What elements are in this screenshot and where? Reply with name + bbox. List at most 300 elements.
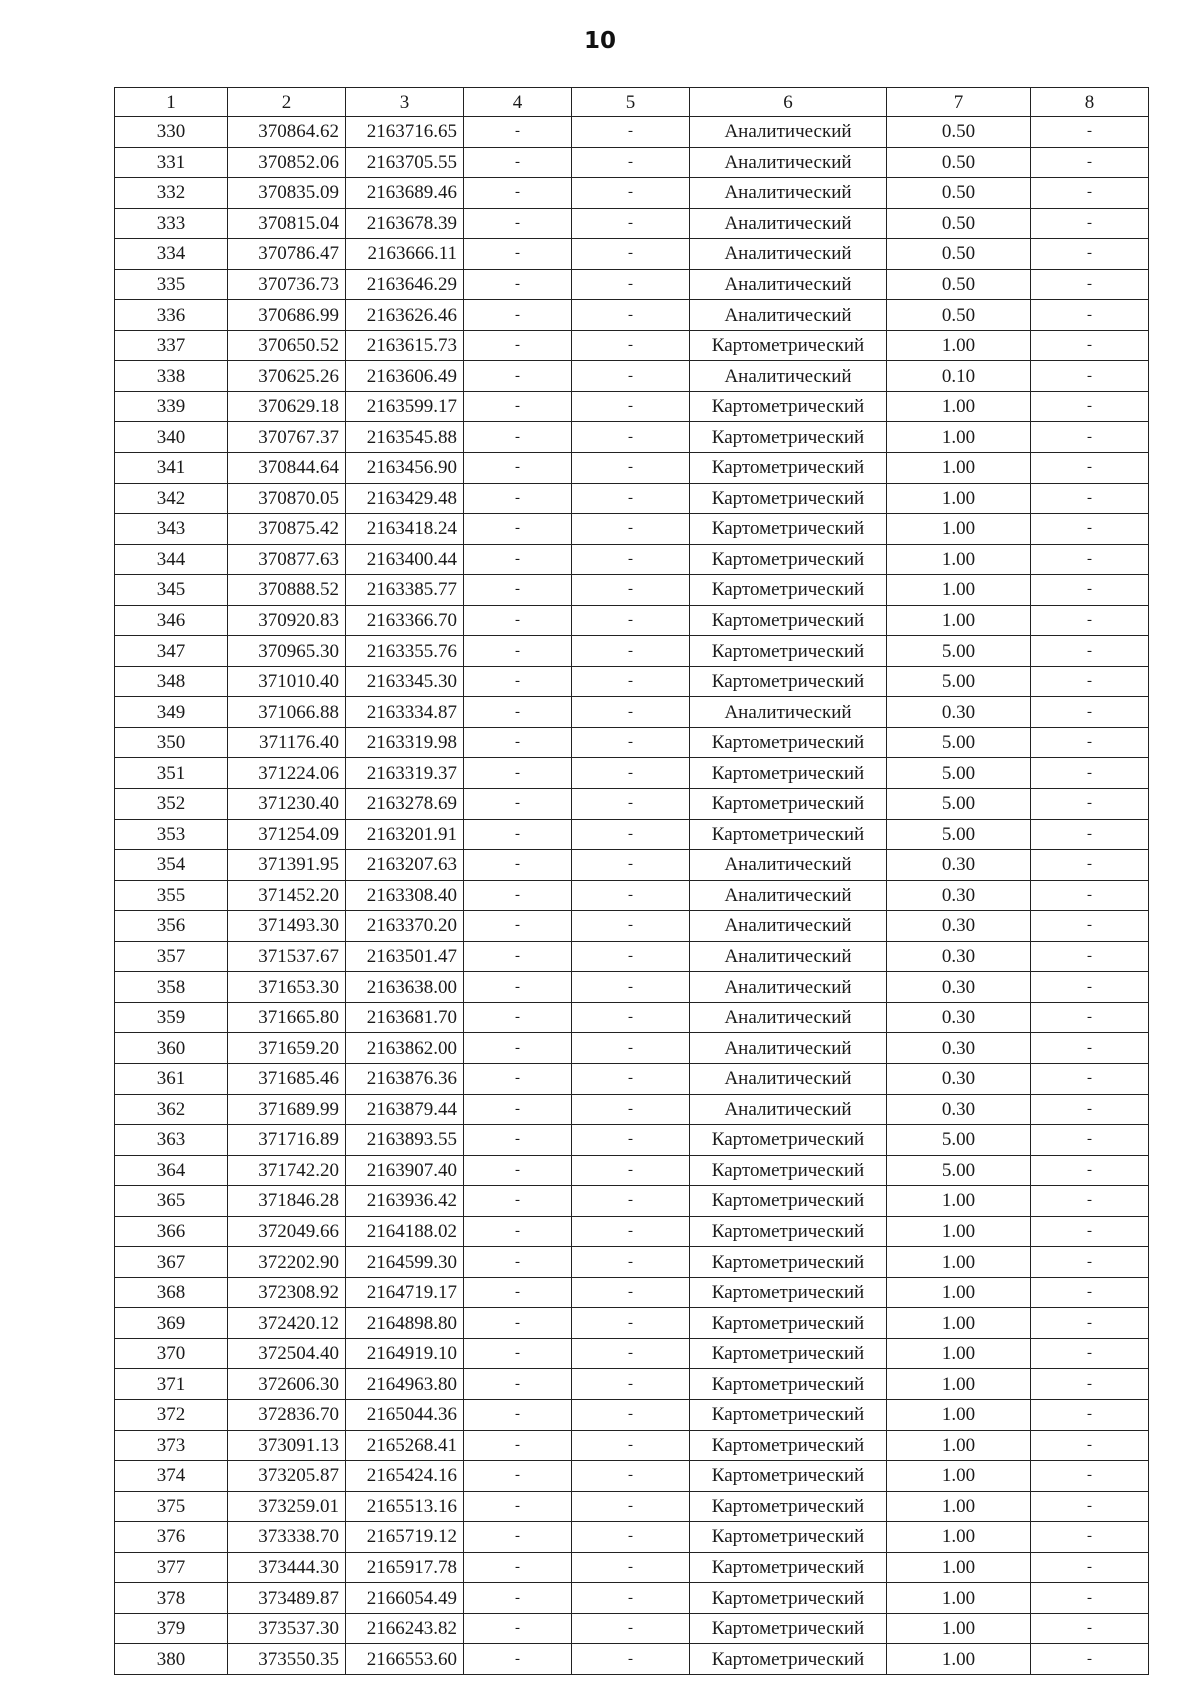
table-row xyxy=(115,544,1149,575)
cell-coord-x: 372504.40 xyxy=(228,1338,346,1369)
cell-col-5: - xyxy=(572,1644,690,1675)
table-row xyxy=(115,972,1149,1003)
cell-accuracy: 5.00 xyxy=(887,727,1031,758)
table-row xyxy=(115,1369,1149,1400)
cell-coord-x: 371176.40 xyxy=(228,727,346,758)
cell-accuracy: 1.00 xyxy=(887,1247,1031,1278)
cell-col-5: - xyxy=(572,1522,690,1553)
cell-method: Аналитический xyxy=(690,880,887,911)
cell-coord-x: 371493.30 xyxy=(228,911,346,942)
cell-point-number: 344 xyxy=(115,544,228,575)
cell-method: Аналитический xyxy=(690,1033,887,1064)
cell-coord-x: 371846.28 xyxy=(228,1186,346,1217)
column-header-4: 4 xyxy=(464,88,572,117)
cell-coord-x: 371689.99 xyxy=(228,1094,346,1125)
cell-col-5: - xyxy=(572,1063,690,1094)
cell-coord-y: 2163201.91 xyxy=(346,819,464,850)
table-row xyxy=(115,1247,1149,1278)
cell-accuracy: 0.50 xyxy=(887,269,1031,300)
cell-point-number: 339 xyxy=(115,391,228,422)
cell-col-4: - xyxy=(464,727,572,758)
cell-coord-y: 2163681.70 xyxy=(346,1002,464,1033)
cell-point-number: 377 xyxy=(115,1552,228,1583)
cell-method: Картометрический xyxy=(690,1461,887,1492)
cell-point-number: 378 xyxy=(115,1583,228,1614)
cell-col-5: - xyxy=(572,1094,690,1125)
cell-method: Картометрический xyxy=(690,575,887,606)
cell-coord-y: 2164898.80 xyxy=(346,1308,464,1339)
cell-accuracy: 1.00 xyxy=(887,605,1031,636)
cell-col-5: - xyxy=(572,789,690,820)
cell-col-8: - xyxy=(1031,1063,1149,1094)
table-row xyxy=(115,483,1149,514)
cell-coord-x: 372308.92 xyxy=(228,1277,346,1308)
cell-accuracy: 1.00 xyxy=(887,330,1031,361)
table-row xyxy=(115,1063,1149,1094)
cell-col-4: - xyxy=(464,483,572,514)
cell-point-number: 362 xyxy=(115,1094,228,1125)
cell-method: Аналитический xyxy=(690,239,887,270)
table-row xyxy=(115,1338,1149,1369)
cell-coord-x: 371010.40 xyxy=(228,666,346,697)
table-row xyxy=(115,300,1149,331)
cell-method: Аналитический xyxy=(690,1094,887,1125)
table-row xyxy=(115,178,1149,209)
table-row xyxy=(115,636,1149,667)
cell-col-8: - xyxy=(1031,1644,1149,1675)
cell-accuracy: 1.00 xyxy=(887,1369,1031,1400)
cell-col-5: - xyxy=(572,422,690,453)
cell-point-number: 351 xyxy=(115,758,228,789)
cell-col-4: - xyxy=(464,666,572,697)
cell-col-8: - xyxy=(1031,1186,1149,1217)
cell-col-8: - xyxy=(1031,147,1149,178)
cell-accuracy: 0.30 xyxy=(887,697,1031,728)
cell-col-4: - xyxy=(464,544,572,575)
table-row xyxy=(115,1002,1149,1033)
cell-accuracy: 5.00 xyxy=(887,758,1031,789)
cell-accuracy: 0.10 xyxy=(887,361,1031,392)
cell-point-number: 337 xyxy=(115,330,228,361)
cell-col-8: - xyxy=(1031,422,1149,453)
cell-method: Картометрический xyxy=(690,1247,887,1278)
cell-method: Картометрический xyxy=(690,1522,887,1553)
cell-point-number: 335 xyxy=(115,269,228,300)
cell-method: Картометрический xyxy=(690,1399,887,1430)
cell-col-8: - xyxy=(1031,1216,1149,1247)
cell-col-8: - xyxy=(1031,911,1149,942)
cell-method: Аналитический xyxy=(690,300,887,331)
coordinates-table xyxy=(114,87,1149,1675)
cell-point-number: 376 xyxy=(115,1522,228,1553)
cell-col-5: - xyxy=(572,1613,690,1644)
cell-coord-y: 2165268.41 xyxy=(346,1430,464,1461)
cell-col-8: - xyxy=(1031,697,1149,728)
cell-point-number: 333 xyxy=(115,208,228,239)
cell-method: Картометрический xyxy=(690,727,887,758)
column-header-2: 2 xyxy=(228,88,346,117)
table-row xyxy=(115,147,1149,178)
cell-coord-x: 370736.73 xyxy=(228,269,346,300)
cell-coord-y: 2165719.12 xyxy=(346,1522,464,1553)
cell-col-4: - xyxy=(464,758,572,789)
cell-col-4: - xyxy=(464,819,572,850)
cell-accuracy: 0.30 xyxy=(887,1002,1031,1033)
cell-col-4: - xyxy=(464,697,572,728)
cell-coord-y: 2163319.37 xyxy=(346,758,464,789)
cell-point-number: 379 xyxy=(115,1613,228,1644)
cell-coord-x: 373091.13 xyxy=(228,1430,346,1461)
cell-coord-x: 373537.30 xyxy=(228,1613,346,1644)
cell-col-4: - xyxy=(464,330,572,361)
cell-col-5: - xyxy=(572,575,690,606)
cell-col-8: - xyxy=(1031,453,1149,484)
cell-col-4: - xyxy=(464,1125,572,1156)
table-row xyxy=(115,269,1149,300)
cell-accuracy: 5.00 xyxy=(887,666,1031,697)
cell-coord-y: 2163862.00 xyxy=(346,1033,464,1064)
cell-point-number: 371 xyxy=(115,1369,228,1400)
table-row xyxy=(115,1125,1149,1156)
cell-col-4: - xyxy=(464,1216,572,1247)
cell-col-4: - xyxy=(464,1247,572,1278)
cell-coord-y: 2163716.65 xyxy=(346,117,464,148)
cell-coord-y: 2164963.80 xyxy=(346,1369,464,1400)
cell-coord-y: 2165044.36 xyxy=(346,1399,464,1430)
cell-coord-x: 371537.67 xyxy=(228,941,346,972)
cell-col-4: - xyxy=(464,1491,572,1522)
cell-accuracy: 1.00 xyxy=(887,575,1031,606)
cell-method: Аналитический xyxy=(690,697,887,728)
cell-method: Картометрический xyxy=(690,1644,887,1675)
cell-coord-x: 371685.46 xyxy=(228,1063,346,1094)
cell-coord-x: 370815.04 xyxy=(228,208,346,239)
cell-coord-x: 373338.70 xyxy=(228,1522,346,1553)
cell-col-8: - xyxy=(1031,117,1149,148)
cell-col-5: - xyxy=(572,1430,690,1461)
cell-coord-x: 370629.18 xyxy=(228,391,346,422)
cell-point-number: 369 xyxy=(115,1308,228,1339)
cell-coord-y: 2163319.98 xyxy=(346,727,464,758)
cell-col-5: - xyxy=(572,1216,690,1247)
cell-method: Картометрический xyxy=(690,1369,887,1400)
cell-col-8: - xyxy=(1031,1552,1149,1583)
cell-col-4: - xyxy=(464,1094,572,1125)
cell-coord-x: 371742.20 xyxy=(228,1155,346,1186)
cell-point-number: 358 xyxy=(115,972,228,1003)
table-row xyxy=(115,1186,1149,1217)
cell-col-8: - xyxy=(1031,1308,1149,1339)
cell-col-5: - xyxy=(572,330,690,361)
table-row xyxy=(115,514,1149,545)
cell-method: Аналитический xyxy=(690,117,887,148)
cell-col-4: - xyxy=(464,1430,572,1461)
cell-point-number: 361 xyxy=(115,1063,228,1094)
cell-coord-y: 2163893.55 xyxy=(346,1125,464,1156)
cell-col-8: - xyxy=(1031,208,1149,239)
cell-col-5: - xyxy=(572,941,690,972)
cell-col-4: - xyxy=(464,575,572,606)
table-row xyxy=(115,1033,1149,1064)
cell-col-5: - xyxy=(572,208,690,239)
cell-coord-x: 370852.06 xyxy=(228,147,346,178)
table-row xyxy=(115,1522,1149,1553)
cell-point-number: 363 xyxy=(115,1125,228,1156)
cell-col-8: - xyxy=(1031,544,1149,575)
cell-col-5: - xyxy=(572,666,690,697)
cell-col-8: - xyxy=(1031,483,1149,514)
table-row xyxy=(115,330,1149,361)
cell-col-8: - xyxy=(1031,880,1149,911)
cell-col-8: - xyxy=(1031,605,1149,636)
cell-method: Картометрический xyxy=(690,666,887,697)
cell-col-8: - xyxy=(1031,727,1149,758)
cell-col-8: - xyxy=(1031,1430,1149,1461)
cell-point-number: 375 xyxy=(115,1491,228,1522)
table-row xyxy=(115,391,1149,422)
cell-col-4: - xyxy=(464,789,572,820)
cell-coord-y: 2163646.29 xyxy=(346,269,464,300)
cell-coord-y: 2163501.47 xyxy=(346,941,464,972)
cell-accuracy: 5.00 xyxy=(887,1155,1031,1186)
cell-col-5: - xyxy=(572,483,690,514)
column-header-6: 6 xyxy=(690,88,887,117)
table-row xyxy=(115,361,1149,392)
table-row xyxy=(115,453,1149,484)
cell-coord-y: 2163626.46 xyxy=(346,300,464,331)
cell-method: Картометрический xyxy=(690,1277,887,1308)
cell-coord-y: 2163429.48 xyxy=(346,483,464,514)
cell-coord-y: 2166054.49 xyxy=(346,1583,464,1614)
cell-accuracy: 1.00 xyxy=(887,1613,1031,1644)
cell-method: Картометрический xyxy=(690,1216,887,1247)
cell-method: Картометрический xyxy=(690,605,887,636)
cell-coord-x: 370786.47 xyxy=(228,239,346,270)
table-body xyxy=(115,117,1149,1675)
cell-col-8: - xyxy=(1031,789,1149,820)
cell-accuracy: 1.00 xyxy=(887,1399,1031,1430)
cell-method: Картометрический xyxy=(690,1430,887,1461)
cell-point-number: 367 xyxy=(115,1247,228,1278)
cell-accuracy: 0.30 xyxy=(887,850,1031,881)
cell-col-5: - xyxy=(572,544,690,575)
cell-point-number: 348 xyxy=(115,666,228,697)
cell-accuracy: 1.00 xyxy=(887,1644,1031,1675)
cell-coord-y: 2166553.60 xyxy=(346,1644,464,1675)
cell-coord-x: 371665.80 xyxy=(228,1002,346,1033)
cell-accuracy: 0.30 xyxy=(887,1063,1031,1094)
cell-coord-y: 2163907.40 xyxy=(346,1155,464,1186)
cell-point-number: 357 xyxy=(115,941,228,972)
cell-accuracy: 5.00 xyxy=(887,1125,1031,1156)
cell-col-8: - xyxy=(1031,1155,1149,1186)
cell-coord-x: 370835.09 xyxy=(228,178,346,209)
cell-accuracy: 1.00 xyxy=(887,1491,1031,1522)
cell-coord-y: 2163615.73 xyxy=(346,330,464,361)
cell-col-4: - xyxy=(464,361,572,392)
cell-col-8: - xyxy=(1031,972,1149,1003)
table-row xyxy=(115,819,1149,850)
cell-coord-x: 373205.87 xyxy=(228,1461,346,1492)
cell-col-5: - xyxy=(572,1155,690,1186)
cell-col-5: - xyxy=(572,453,690,484)
cell-col-4: - xyxy=(464,1369,572,1400)
cell-point-number: 343 xyxy=(115,514,228,545)
cell-col-4: - xyxy=(464,1155,572,1186)
table-row xyxy=(115,1399,1149,1430)
table-row xyxy=(115,789,1149,820)
cell-col-5: - xyxy=(572,1338,690,1369)
cell-accuracy: 5.00 xyxy=(887,789,1031,820)
table-row xyxy=(115,239,1149,270)
cell-col-5: - xyxy=(572,1277,690,1308)
cell-col-4: - xyxy=(464,208,572,239)
cell-accuracy: 1.00 xyxy=(887,422,1031,453)
cell-col-5: - xyxy=(572,239,690,270)
cell-accuracy: 1.00 xyxy=(887,453,1031,484)
cell-col-4: - xyxy=(464,1522,572,1553)
column-header-5: 5 xyxy=(572,88,690,117)
cell-point-number: 359 xyxy=(115,1002,228,1033)
cell-method: Картометрический xyxy=(690,330,887,361)
cell-col-4: - xyxy=(464,850,572,881)
cell-col-8: - xyxy=(1031,1002,1149,1033)
cell-coord-x: 373444.30 xyxy=(228,1552,346,1583)
cell-col-4: - xyxy=(464,1583,572,1614)
cell-col-5: - xyxy=(572,1308,690,1339)
table-row xyxy=(115,1308,1149,1339)
cell-coord-y: 2163456.90 xyxy=(346,453,464,484)
cell-coord-x: 373489.87 xyxy=(228,1583,346,1614)
table-row xyxy=(115,1491,1149,1522)
cell-col-8: - xyxy=(1031,391,1149,422)
cell-col-8: - xyxy=(1031,269,1149,300)
cell-coord-x: 371716.89 xyxy=(228,1125,346,1156)
cell-coord-y: 2163334.87 xyxy=(346,697,464,728)
cell-col-5: - xyxy=(572,636,690,667)
cell-coord-y: 2166243.82 xyxy=(346,1613,464,1644)
cell-col-4: - xyxy=(464,147,572,178)
cell-method: Картометрический xyxy=(690,1338,887,1369)
cell-col-5: - xyxy=(572,850,690,881)
cell-col-5: - xyxy=(572,1461,690,1492)
cell-col-4: - xyxy=(464,1399,572,1430)
cell-point-number: 364 xyxy=(115,1155,228,1186)
cell-coord-x: 371653.30 xyxy=(228,972,346,1003)
cell-col-5: - xyxy=(572,972,690,1003)
cell-coord-y: 2163278.69 xyxy=(346,789,464,820)
cell-col-4: - xyxy=(464,1002,572,1033)
cell-col-4: - xyxy=(464,269,572,300)
cell-accuracy: 0.50 xyxy=(887,147,1031,178)
cell-accuracy: 0.30 xyxy=(887,880,1031,911)
column-header-3: 3 xyxy=(346,88,464,117)
cell-col-5: - xyxy=(572,1583,690,1614)
cell-coord-x: 370844.64 xyxy=(228,453,346,484)
cell-coord-y: 2163638.00 xyxy=(346,972,464,1003)
cell-col-8: - xyxy=(1031,1125,1149,1156)
cell-col-4: - xyxy=(464,1308,572,1339)
cell-col-5: - xyxy=(572,361,690,392)
cell-col-5: - xyxy=(572,300,690,331)
cell-coord-y: 2163678.39 xyxy=(346,208,464,239)
cell-col-5: - xyxy=(572,269,690,300)
cell-method: Аналитический xyxy=(690,1002,887,1033)
cell-coord-x: 372836.70 xyxy=(228,1399,346,1430)
cell-coord-x: 372420.12 xyxy=(228,1308,346,1339)
cell-col-4: - xyxy=(464,178,572,209)
cell-col-5: - xyxy=(572,1491,690,1522)
cell-coord-y: 2163345.30 xyxy=(346,666,464,697)
cell-coord-y: 2163545.88 xyxy=(346,422,464,453)
cell-col-8: - xyxy=(1031,361,1149,392)
cell-coord-x: 371224.06 xyxy=(228,758,346,789)
cell-col-8: - xyxy=(1031,666,1149,697)
table-header-row xyxy=(115,88,1149,117)
cell-point-number: 345 xyxy=(115,575,228,606)
table-row xyxy=(115,727,1149,758)
cell-point-number: 356 xyxy=(115,911,228,942)
table-row xyxy=(115,666,1149,697)
cell-method: Картометрический xyxy=(690,453,887,484)
cell-col-5: - xyxy=(572,880,690,911)
cell-point-number: 331 xyxy=(115,147,228,178)
cell-col-8: - xyxy=(1031,758,1149,789)
cell-point-number: 372 xyxy=(115,1399,228,1430)
table-row xyxy=(115,850,1149,881)
cell-coord-x: 370875.42 xyxy=(228,514,346,545)
cell-col-8: - xyxy=(1031,636,1149,667)
table-row xyxy=(115,1461,1149,1492)
cell-coord-x: 373259.01 xyxy=(228,1491,346,1522)
cell-coord-y: 2163400.44 xyxy=(346,544,464,575)
cell-method: Картометрический xyxy=(690,1155,887,1186)
cell-col-5: - xyxy=(572,727,690,758)
cell-coord-y: 2163385.77 xyxy=(346,575,464,606)
table-row xyxy=(115,575,1149,606)
cell-col-5: - xyxy=(572,911,690,942)
cell-accuracy: 0.30 xyxy=(887,941,1031,972)
cell-coord-x: 370686.99 xyxy=(228,300,346,331)
cell-coord-x: 370650.52 xyxy=(228,330,346,361)
cell-accuracy: 0.30 xyxy=(887,1094,1031,1125)
table-row xyxy=(115,1613,1149,1644)
cell-col-4: - xyxy=(464,1063,572,1094)
cell-accuracy: 1.00 xyxy=(887,1522,1031,1553)
table-row xyxy=(115,605,1149,636)
cell-coord-x: 373550.35 xyxy=(228,1644,346,1675)
cell-point-number: 368 xyxy=(115,1277,228,1308)
cell-method: Картометрический xyxy=(690,1613,887,1644)
cell-coord-x: 370877.63 xyxy=(228,544,346,575)
cell-point-number: 380 xyxy=(115,1644,228,1675)
cell-col-4: - xyxy=(464,300,572,331)
cell-coord-x: 372049.66 xyxy=(228,1216,346,1247)
cell-col-8: - xyxy=(1031,575,1149,606)
cell-col-4: - xyxy=(464,1552,572,1583)
cell-method: Картометрический xyxy=(690,1583,887,1614)
cell-col-5: - xyxy=(572,819,690,850)
cell-method: Картометрический xyxy=(690,636,887,667)
cell-col-5: - xyxy=(572,1399,690,1430)
cell-method: Картометрический xyxy=(690,514,887,545)
cell-accuracy: 5.00 xyxy=(887,636,1031,667)
cell-accuracy: 1.00 xyxy=(887,1338,1031,1369)
cell-coord-x: 371659.20 xyxy=(228,1033,346,1064)
cell-point-number: 365 xyxy=(115,1186,228,1217)
cell-method: Картометрический xyxy=(690,1125,887,1156)
cell-accuracy: 1.00 xyxy=(887,1277,1031,1308)
